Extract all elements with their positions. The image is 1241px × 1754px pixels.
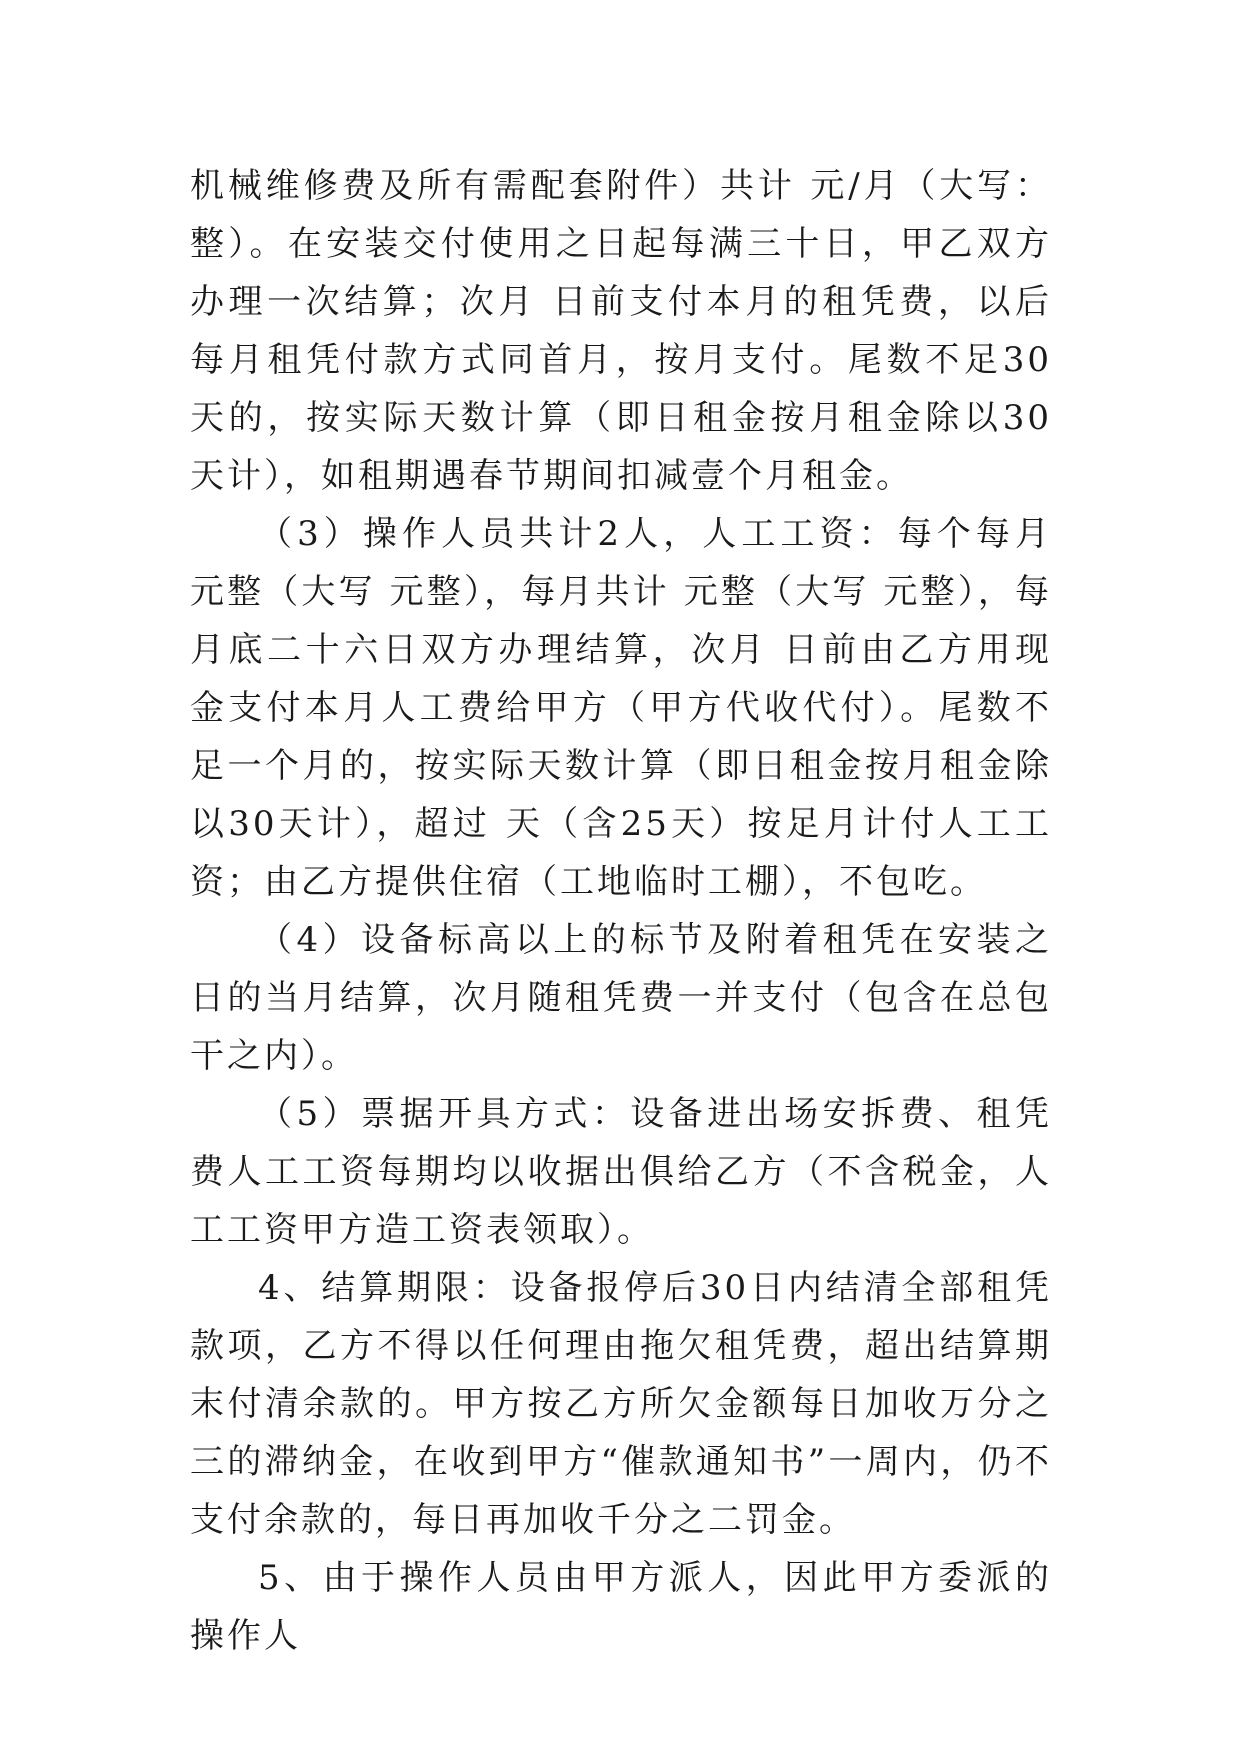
- paragraph-settlement-rent: 机械维修费及所有需配套附件）共计 元/月（大写： 整）。在安装交付使用之日起每满三十日，甲乙双方办理一次结算；次月 日前支付本月的租凭费，以后每月租凭付款方式同首月，按月支付。尾数不足30天的，按实际天数计算（即日租金按月租金除以30天计），如租期遇春节期间扣减壹个月租金。: [190, 166, 1052, 496]
- paragraph-invoice-method: （5）票据开具方式：设备进出场安拆费、租凭费人工工资每期均以收据出俱给乙方（不含税金，人工工资甲方造工资表领取）。: [190, 1094, 1052, 1250]
- paragraph-settlement-deadline: 4、结算期限：设备报停后30日内结清全部租凭款项，乙方不得以任何理由拖欠租凭费，超出结算期末付清余款的。甲方按乙方所欠金额每日加收万分之三的滞纳金，在收到甲方“催款通知书”一周内，仍不支付余款的，每日再加收千分之二罚金。: [190, 1268, 1052, 1540]
- document-body: [190, 157, 1052, 1665]
- paragraph-standard-section-billing: （4）设备标高以上的标节及附着租凭在安装之日的当月结算，次月随租凭费一并支付（包含在总包干之内）。: [190, 920, 1052, 1076]
- paragraph-operator-wages: （3）操作人员共计2人，人工工资：每个每月 元整（大写 元整），每月共计 元整（大写 元整），每月底二十六日双方办理结算，次月 日前由乙方用现金支付本月人工费给甲方（甲方代收代付）。尾数不足一个月的，按实际天数计算（即日租金按月租金除以30天计），超过 天（含25天）按足月计付人工工资；由乙方提供住宿（工地临时工棚），不包吃。: [190, 514, 1052, 902]
- paragraph-operator-assignment: 5、由于操作人员由甲方派人，因此甲方委派的操作人: [190, 1558, 1052, 1656]
